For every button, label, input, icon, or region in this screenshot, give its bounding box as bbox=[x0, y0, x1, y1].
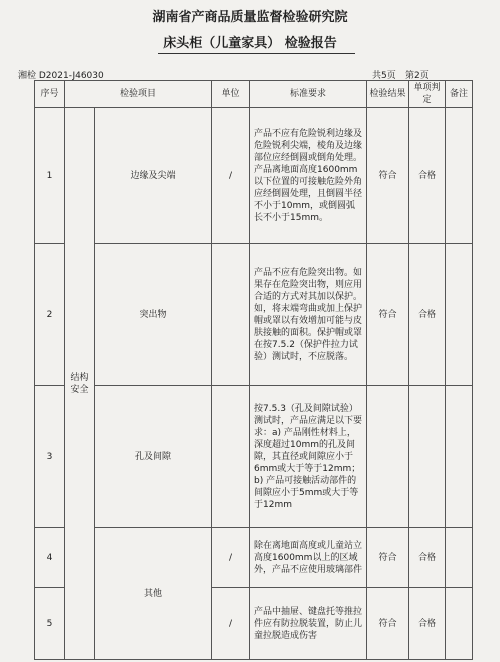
table-row bbox=[35, 244, 473, 386]
row-no: 1 bbox=[35, 108, 65, 244]
row-unit bbox=[212, 244, 250, 386]
row-requirement: 产品中抽屉、键盘托等推拉件应有防拉脱装置，防止儿童拉脱造成伤害 bbox=[250, 588, 367, 660]
institute-name: 湖南省产商品质量监督检验研究院 bbox=[152, 10, 348, 25]
page-total: 共5页 bbox=[372, 71, 396, 81]
row-verdict: 合格 bbox=[409, 108, 446, 244]
page-current: 第2页 bbox=[405, 71, 429, 81]
row-verdict: 合格 bbox=[409, 244, 446, 386]
row-item: 突出物 bbox=[95, 244, 212, 386]
row-result: 符合 bbox=[367, 108, 409, 244]
row-requirement: 除在离地面高度或儿童站立高度1600mm以上的区域外，产品不应使用玻璃部件 bbox=[250, 528, 367, 588]
row-remark bbox=[446, 244, 473, 386]
report-number: 湘检 D2021-J46030 bbox=[18, 71, 104, 81]
row-requirement: 产品不应有危险锐利边缘及危险锐利尖端，棱角及边缘部位应经倒圆或倒角处理。产品离地面高度1600mm以下位置的可接触危险外角应经倒圆处理，且倒圆半径不小于10mm，或倒圆弧长不小于15mm。 bbox=[250, 108, 367, 244]
row-remark bbox=[446, 588, 473, 660]
table-row bbox=[35, 108, 473, 244]
header-remark: 备注 bbox=[446, 81, 473, 108]
row-item: 边缘及尖端 bbox=[95, 108, 212, 244]
header-result: 检验结果 bbox=[367, 81, 409, 108]
row-item: 孔及间隙 bbox=[95, 386, 212, 528]
header-verdict: 单项判定 bbox=[409, 81, 446, 108]
row-unit: / bbox=[212, 108, 250, 244]
header-unit: 单位 bbox=[212, 81, 250, 108]
row-unit: / bbox=[212, 528, 250, 588]
row-result bbox=[367, 386, 409, 528]
header-no: 序号 bbox=[35, 81, 65, 108]
row-no: 3 bbox=[35, 386, 65, 528]
row-remark bbox=[446, 528, 473, 588]
inspection-table bbox=[34, 80, 473, 660]
row-item: 其他 bbox=[95, 528, 212, 660]
group-label: 结构安全 bbox=[65, 108, 95, 660]
table-row bbox=[35, 528, 473, 588]
row-no: 4 bbox=[35, 528, 65, 588]
row-requirement: 按7.5.3（孔及间隙试验）测试时，产品应满足以下要求：a) 产品刚性材料上，深度超过10mm的孔及间隙，其直径或间隙应小于6mm或大于等于12mm；b) 产品可接触活动部件的间隙应小于5mm或大于等于12mm bbox=[250, 386, 367, 528]
row-verdict bbox=[409, 386, 446, 528]
row-no: 5 bbox=[35, 588, 65, 660]
title-underline bbox=[158, 53, 355, 54]
row-verdict: 合格 bbox=[409, 528, 446, 588]
row-requirement: 产品不应有危险突出物。如果存在危险突出物，则应用合适的方式对其加以保护。如，将末端弯曲或加上保护帽或罩以有效增加可能与皮肤接触的面积。保护帽或罩在按7.5.2（保护件拉力试验）测试时，不应脱落。 bbox=[250, 244, 367, 386]
row-unit bbox=[212, 386, 250, 528]
row-result: 符合 bbox=[367, 588, 409, 660]
row-unit: / bbox=[212, 588, 250, 660]
header-item: 检验项目 bbox=[65, 81, 212, 108]
row-result: 符合 bbox=[367, 244, 409, 386]
header-requirement: 标准要求 bbox=[250, 81, 367, 108]
row-result: 符合 bbox=[367, 528, 409, 588]
table-row bbox=[35, 386, 473, 528]
row-verdict: 合格 bbox=[409, 588, 446, 660]
report-title: 床头柜（儿童家具） 检验报告 bbox=[163, 36, 337, 51]
table-header-row bbox=[35, 81, 473, 108]
row-remark bbox=[446, 386, 473, 528]
row-no: 2 bbox=[35, 244, 65, 386]
row-remark bbox=[446, 108, 473, 244]
